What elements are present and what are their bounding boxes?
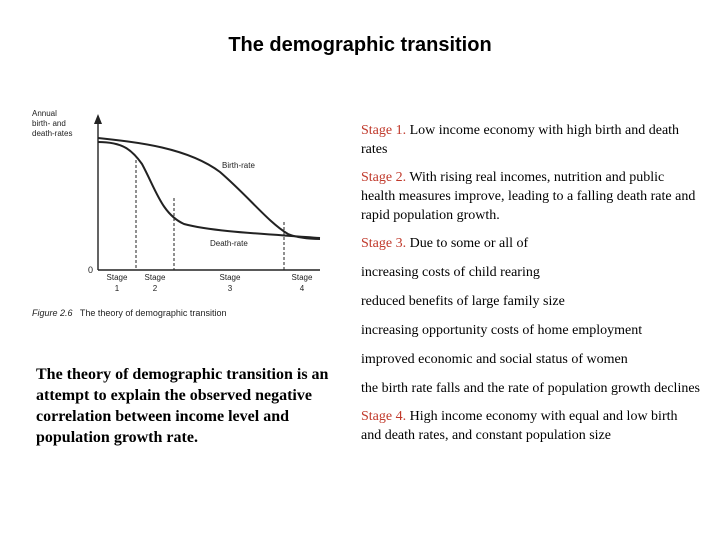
figure-svg (28, 102, 348, 330)
figure-caption-text: The theory of demographic transition (79, 308, 227, 318)
stage-4-label: Stage 4. (361, 409, 407, 424)
y-axis-label-line-3: death-rates (32, 129, 73, 138)
stage-3-label: Stage 3. (361, 236, 407, 251)
stage-list (361, 121, 701, 445)
stage-3-word: Stage (219, 273, 241, 282)
stage-1-word: Stage (106, 273, 128, 282)
stage-3-reason-2: reduced benefits of large family size (361, 294, 565, 309)
stage-1-text: Low income economy with high birth and death rates (361, 123, 680, 157)
stage-3-reason-1: increasing costs of child rearing (361, 265, 540, 280)
figure-caption (32, 308, 226, 318)
origin-label: 0 (88, 265, 94, 275)
death-rate-curve (98, 142, 320, 238)
stage-2-word: Stage (144, 273, 166, 282)
stage-2-item (361, 168, 701, 225)
stage-4-item (361, 407, 701, 445)
y-axis-arrow (94, 114, 102, 124)
stage-1-label: Stage 1. (361, 123, 407, 138)
stage-3-item (361, 234, 701, 253)
stage-3-reason-3: increasing opportunity costs of home employment (361, 323, 643, 338)
stage-2-label: Stage 2. (361, 170, 407, 185)
stage-3-reason-5: the birth rate falls and the rate of population growth declines (361, 381, 701, 396)
stage-2-text: With rising real incomes, nutrition and public health measures improve, leading to a falling death rate and rapid population growth. (361, 170, 696, 223)
y-axis-label-line-1: Annual (32, 109, 57, 118)
figure-caption-prefix: Figure 2.6 (32, 308, 73, 318)
stage-4-word: Stage (291, 273, 313, 282)
stage-3-reason-4: improved economic and social status of women (361, 352, 628, 367)
y-axis-label-line-2: birth- and (32, 119, 66, 128)
stage-4-number: 4 (299, 284, 305, 293)
stage-3-number: 3 (227, 284, 233, 293)
death-rate-label: Death-rate (210, 239, 248, 248)
slide-title: The demographic transition (228, 34, 492, 56)
demographic-transition-figure (28, 102, 348, 330)
stage-3-text: Due to some or all of (409, 236, 529, 251)
stage-1-item (361, 121, 701, 159)
stage-1-number: 1 (114, 284, 120, 293)
birth-rate-label: Birth-rate (222, 161, 255, 170)
stage-2-number: 2 (152, 284, 158, 293)
stage-4-text: High income economy with equal and low birth and death rates, and constant population size (361, 409, 678, 443)
transition-summary: The theory of demographic transition is an attempt to explain the observed negative correlation between income level and population growth rate. (36, 366, 329, 446)
